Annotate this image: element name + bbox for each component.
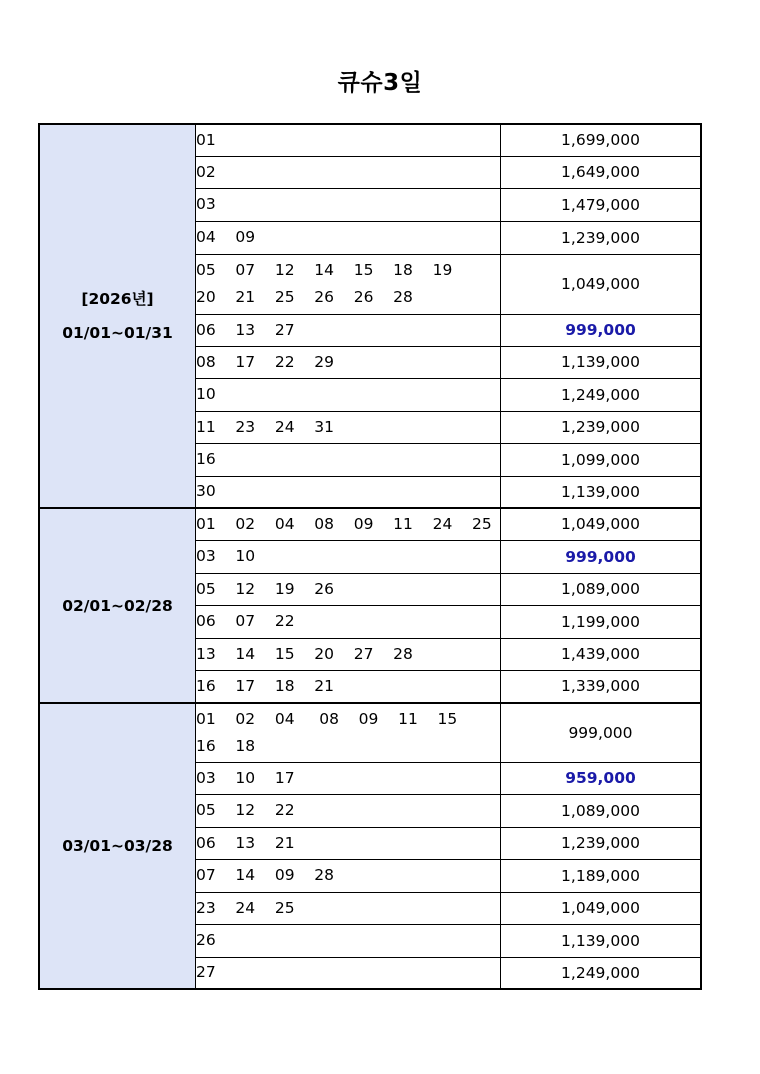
dates-cell: 01 02 04 08 09 11 24 25 [196,508,501,540]
dates-cell: 07 14 09 28 [196,859,501,892]
period-range: 02/01~02/28 [62,596,173,615]
dates-cell: 01 02 04 08 09 11 15 16 18 [196,703,501,762]
period-cell-feb [39,508,196,703]
table-row [39,124,701,156]
price-cell: 999,000 [501,703,702,762]
price-cell: 1,199,000 [501,605,702,638]
price-cell: 1,249,000 [501,957,702,989]
price-cell: 1,089,000 [501,794,702,827]
dates-cell: 13 14 15 20 27 28 [196,638,501,670]
dates-cell: 27 [196,957,501,989]
price-cell-highlight: 999,000 [501,314,702,346]
price-cell: 1,099,000 [501,443,702,476]
dates-cell: 06 13 27 [196,314,501,346]
table-row [39,703,701,762]
dates-cell: 04 09 [196,221,501,254]
dates-cell: 08 17 22 29 [196,346,501,378]
price-cell: 1,249,000 [501,378,702,411]
dates-cell: 26 [196,924,501,957]
price-cell-highlight: 959,000 [501,762,702,794]
price-cell: 1,699,000 [501,124,702,156]
dates-cell: 05 12 19 26 [196,573,501,605]
table-row [39,508,701,540]
dates-cell: 05 07 12 14 15 18 19 20 21 25 26 26 28 [196,254,501,314]
price-cell: 1,139,000 [501,476,702,508]
dates-cell: 10 [196,378,501,411]
dates-cell: 02 [196,156,501,188]
period-year: [2026년] [81,290,154,308]
price-cell: 1,049,000 [501,254,702,314]
price-cell: 1,189,000 [501,859,702,892]
period-cell-jan [39,124,196,508]
price-table [38,123,702,990]
price-cell: 1,339,000 [501,670,702,703]
price-cell-highlight: 999,000 [501,540,702,573]
price-cell: 1,049,000 [501,892,702,924]
period-cell-mar [39,703,196,989]
price-cell: 1,439,000 [501,638,702,670]
page-title: 큐슈3일 [337,70,423,96]
price-cell: 1,049,000 [501,508,702,540]
dates-cell: 16 17 18 21 [196,670,501,703]
dates-cell: 05 12 22 [196,794,501,827]
period-range: 01/01~01/31 [62,324,173,342]
dates-cell: 06 13 21 [196,827,501,859]
dates-cell: 01 [196,124,501,156]
price-cell: 1,239,000 [501,221,702,254]
price-cell: 1,089,000 [501,573,702,605]
dates-cell: 03 [196,188,501,221]
dates-cell: 03 10 17 [196,762,501,794]
price-cell: 1,139,000 [501,924,702,957]
dates-cell: 16 [196,443,501,476]
price-cell: 1,649,000 [501,156,702,188]
price-cell: 1,239,000 [501,411,702,443]
dates-cell: 03 10 [196,540,501,573]
dates-cell: 11 23 24 31 [196,411,501,443]
price-cell: 1,239,000 [501,827,702,859]
period-range: 03/01~03/28 [62,837,173,855]
dates-cell: 06 07 22 [196,605,501,638]
dates-cell: 23 24 25 [196,892,501,924]
price-cell: 1,479,000 [501,188,702,221]
dates-cell: 30 [196,476,501,508]
price-cell: 1,139,000 [501,346,702,378]
